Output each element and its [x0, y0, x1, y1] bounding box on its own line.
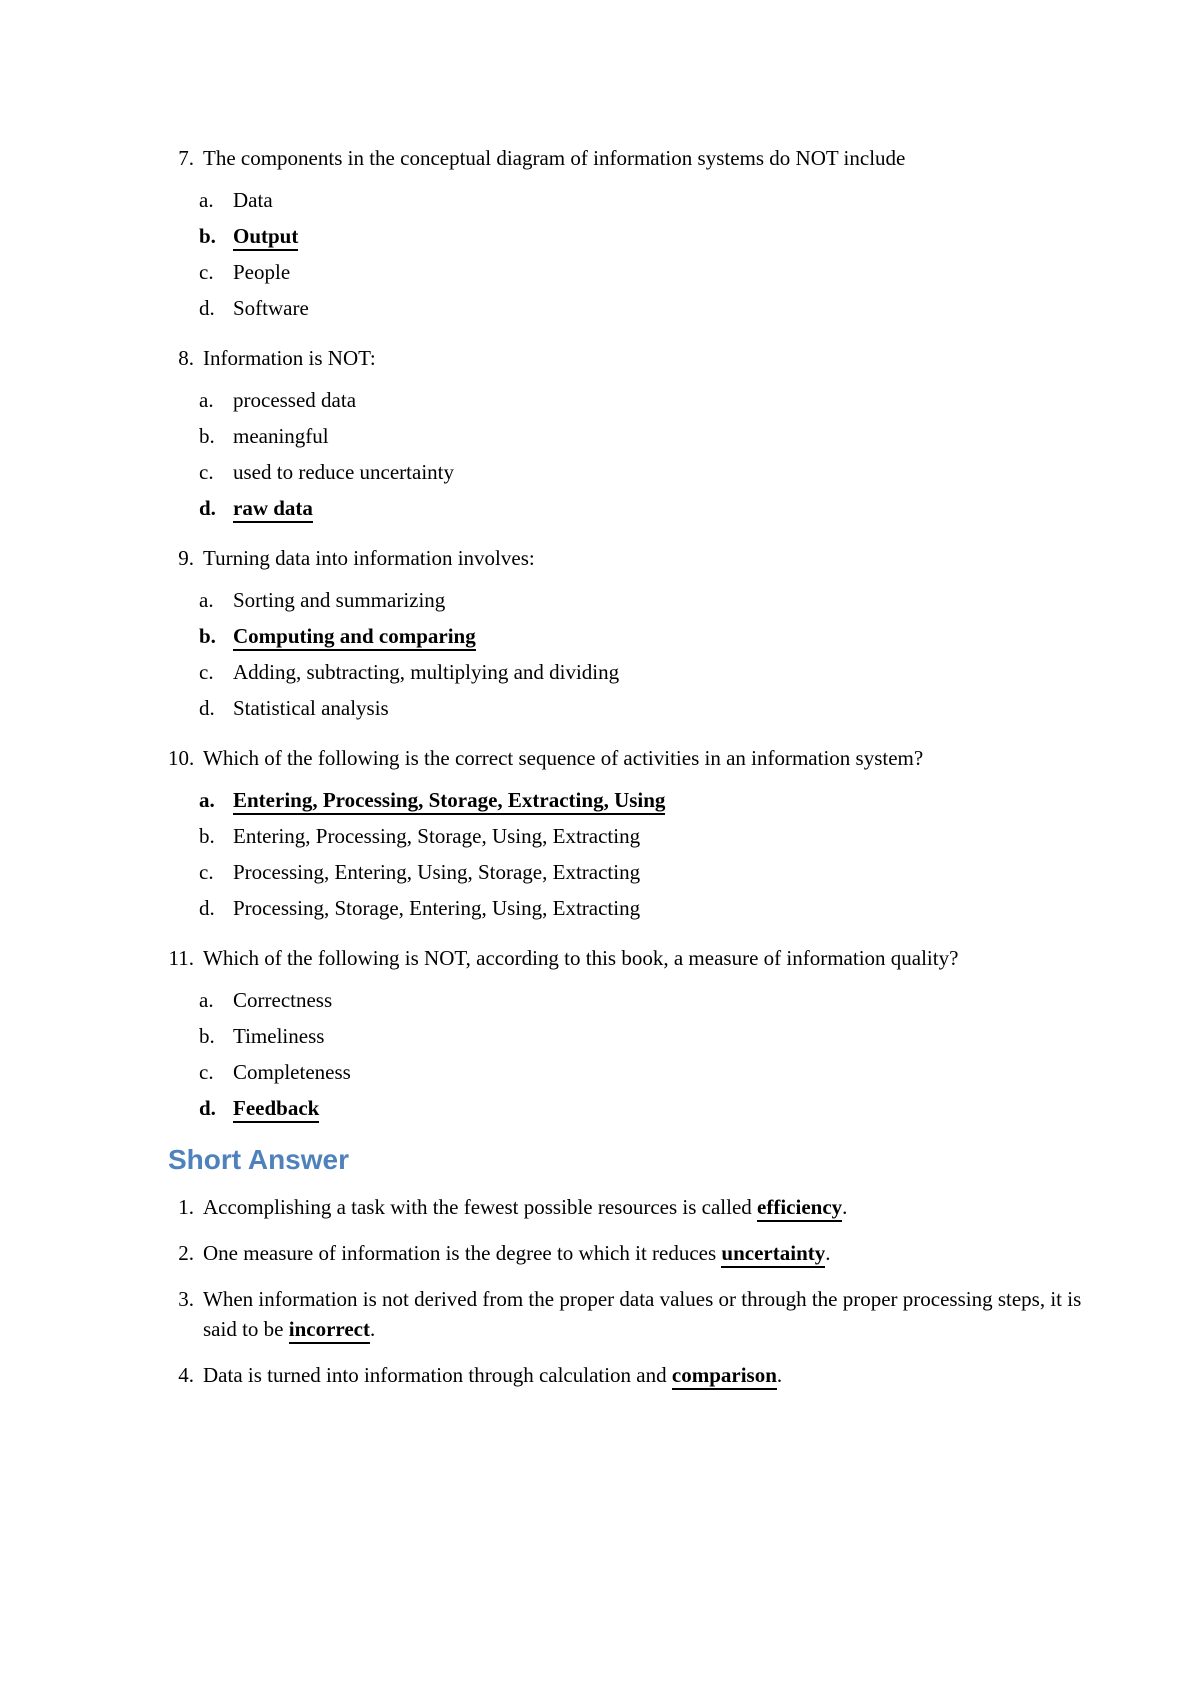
short-answer-number: 1.	[178, 1195, 194, 1219]
option-letter: b.	[199, 824, 215, 848]
question-line	[168, 140, 1088, 176]
answer-option	[168, 1054, 1088, 1090]
option-text	[233, 218, 298, 254]
option-text: Statistical analysis	[233, 696, 389, 720]
correct-answer-text: Output	[233, 224, 298, 251]
option-list	[168, 182, 1088, 326]
option-letter: d.	[199, 296, 215, 320]
question-text: Turning data into information involves:	[203, 546, 535, 570]
short-answer-prefix: Accomplishing a task with the fewest possible resources is called	[203, 1195, 758, 1219]
option-list	[168, 982, 1088, 1126]
answer-option	[168, 1018, 1088, 1054]
question-line	[168, 940, 1088, 976]
option-list	[168, 382, 1088, 526]
option-text: Adding, subtracting, multiplying and dividing	[233, 660, 620, 684]
option-letter: d.	[199, 1096, 216, 1120]
option-text	[233, 782, 665, 818]
short-answer-suffix: .	[842, 1195, 848, 1219]
short-answer-suffix: .	[369, 1317, 376, 1341]
answer-option	[168, 418, 1088, 454]
question-text: Which of the following is NOT, according to this book, a measure of information quality?	[203, 946, 959, 970]
question-item	[168, 140, 1088, 326]
answer-option	[168, 254, 1088, 290]
option-letter: a.	[199, 388, 214, 412]
answer-option	[168, 690, 1088, 726]
question-item	[168, 340, 1088, 526]
answer-option	[168, 1090, 1088, 1126]
correct-answer-text: Entering, Processing, Storage, Extracting, Using	[233, 788, 665, 815]
option-text: Sorting and summarizing	[233, 588, 446, 612]
correct-answer-text: Computing and comparing	[233, 624, 476, 651]
option-text: Data	[233, 188, 273, 212]
option-text: meaningful	[233, 424, 329, 448]
option-letter: a.	[199, 188, 214, 212]
short-answer-blank: efficiency	[757, 1195, 842, 1222]
option-text: processed data	[233, 388, 357, 412]
option-text	[233, 618, 476, 654]
option-letter: b.	[199, 224, 216, 248]
question-line	[168, 340, 1088, 376]
option-text: Correctness	[233, 988, 333, 1012]
option-letter: c.	[199, 260, 214, 284]
option-text	[233, 490, 313, 526]
answer-option	[168, 182, 1088, 218]
answer-option	[168, 654, 1088, 690]
question-number: 7.	[178, 146, 194, 170]
answer-option	[168, 290, 1088, 326]
option-letter: a.	[199, 988, 214, 1012]
question-item	[168, 740, 1088, 926]
short-answer-text	[203, 1284, 1088, 1344]
question-number: 9.	[178, 546, 194, 570]
short-answer-text	[203, 1192, 847, 1222]
option-letter: d.	[199, 496, 216, 520]
option-letter: b.	[199, 424, 215, 448]
option-text: Processing, Storage, Entering, Using, Extracting	[233, 896, 641, 920]
option-text: Software	[233, 296, 309, 320]
option-text: People	[233, 260, 291, 284]
answer-option	[168, 982, 1088, 1018]
answer-option	[168, 382, 1088, 418]
option-letter: b.	[199, 624, 216, 648]
option-letter: d.	[199, 696, 215, 720]
option-letter: b.	[199, 1024, 215, 1048]
short-answer-section	[168, 1192, 1088, 1390]
short-answer-heading: Short Answer	[168, 1144, 349, 1175]
short-answer-prefix: Data is turned into information through calculation and	[203, 1363, 672, 1387]
short-answer-blank: uncertainty	[721, 1241, 825, 1268]
short-answer-item	[168, 1284, 1088, 1344]
correct-answer-text: Feedback	[233, 1096, 319, 1123]
short-answer-blank: comparison	[672, 1363, 777, 1390]
question-number: 8.	[178, 346, 194, 370]
option-letter: c.	[199, 860, 214, 884]
question-line	[168, 740, 1088, 776]
option-text: Processing, Entering, Using, Storage, Extracting	[233, 860, 641, 884]
correct-answer-text: raw data	[233, 496, 313, 523]
option-text: Completeness	[233, 1060, 351, 1084]
question-number: 11.	[168, 946, 194, 970]
question-text: The components in the conceptual diagram of information systems do NOT include	[203, 146, 906, 170]
short-answer-text	[203, 1238, 831, 1268]
question-text: Which of the following is the correct sequence of activities in an information system?	[203, 746, 924, 770]
short-answer-number: 4.	[178, 1363, 194, 1387]
option-list	[168, 782, 1088, 926]
answer-option	[168, 618, 1088, 654]
answer-option	[168, 582, 1088, 618]
option-text: used to reduce uncertainty	[233, 460, 454, 484]
question-text: Information is NOT:	[203, 346, 376, 370]
option-text	[233, 1090, 319, 1126]
short-answer-suffix: .	[776, 1363, 783, 1387]
short-answer-item	[168, 1238, 1088, 1268]
answer-option	[168, 854, 1088, 890]
short-answer-prefix: When information is not derived from the proper data values or through the proper processing steps, it is said to be	[203, 1287, 1082, 1341]
short-answer-number: 2.	[178, 1241, 194, 1265]
option-letter: d.	[199, 896, 215, 920]
short-answer-number: 3.	[178, 1287, 194, 1311]
document-content	[168, 140, 1088, 1406]
short-answer-text	[203, 1360, 782, 1390]
option-letter: c.	[199, 660, 214, 684]
option-letter: a.	[199, 788, 215, 812]
answer-option	[168, 890, 1088, 926]
answer-option	[168, 218, 1088, 254]
question-item	[168, 940, 1088, 1126]
short-answer-item	[168, 1192, 1088, 1222]
question-line	[168, 540, 1088, 576]
option-text: Timeliness	[233, 1024, 325, 1048]
answer-option	[168, 490, 1088, 526]
short-answer-item	[168, 1360, 1088, 1390]
short-answer-blank: incorrect	[289, 1317, 370, 1344]
question-number: 10.	[168, 746, 195, 770]
option-letter: c.	[199, 460, 214, 484]
answer-option	[168, 782, 1088, 818]
answer-option	[168, 454, 1088, 490]
multiple-choice-section	[168, 140, 1088, 1126]
option-letter: a.	[199, 588, 214, 612]
option-letter: c.	[199, 1060, 214, 1084]
short-answer-suffix: .	[825, 1241, 831, 1265]
answer-option	[168, 818, 1088, 854]
option-text: Entering, Processing, Storage, Using, Extracting	[233, 824, 641, 848]
question-item	[168, 540, 1088, 726]
option-list	[168, 582, 1088, 726]
short-answer-prefix: One measure of information is the degree to which it reduces	[203, 1241, 722, 1265]
